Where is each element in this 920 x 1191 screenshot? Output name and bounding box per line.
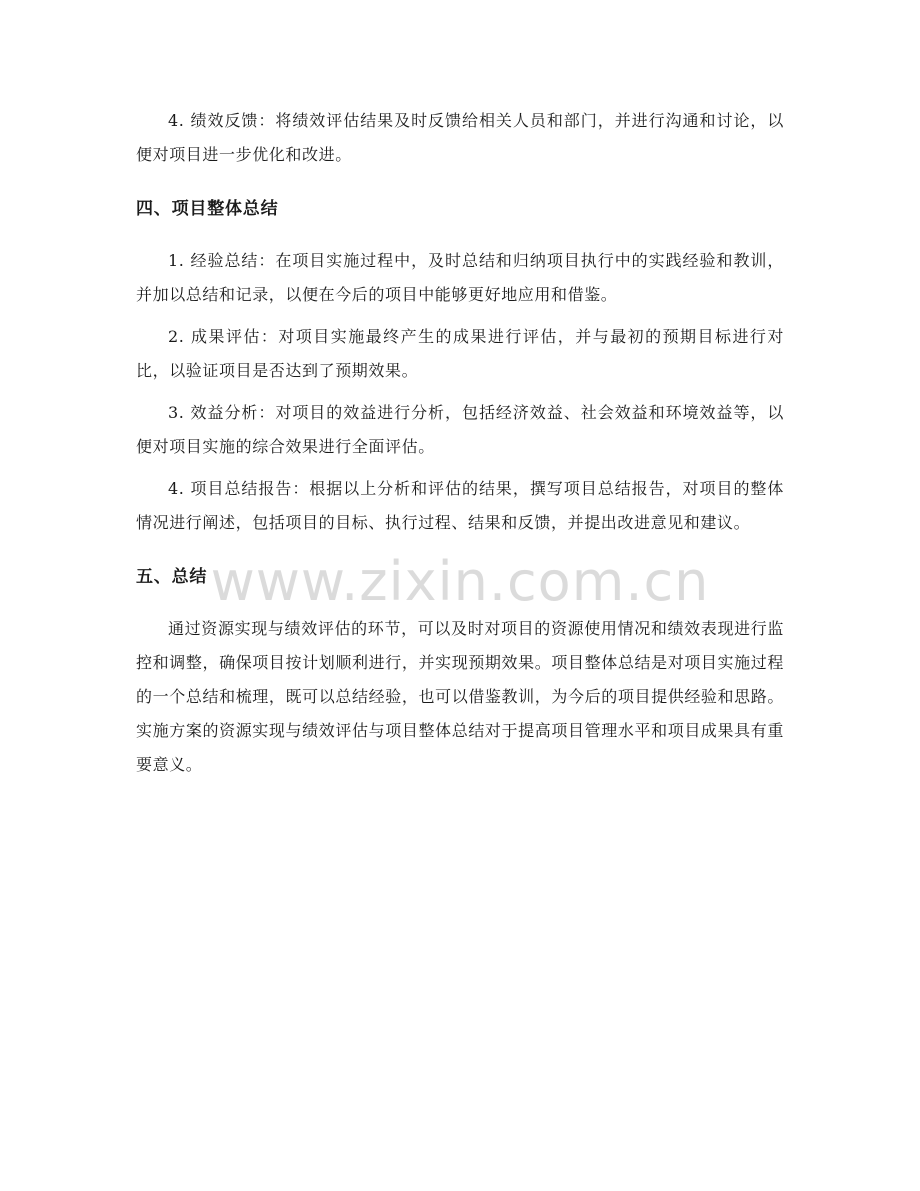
paragraph-results-evaluation: 2. 成果评估：对项目实施最终产生的成果进行评估，并与最初的预期目标进行对比，以验证项目是否达到了预期效果。	[136, 327, 784, 380]
paragraph-performance-feedback: 4. 绩效反馈：将绩效评估结果及时反馈给相关人员和部门，并进行沟通和讨论，以便对项目进一步优化和改进。	[136, 111, 784, 164]
paragraph-summary-report: 4. 项目总结报告：根据以上分析和评估的结果，撰写项目总结报告，对项目的整体情况进行阐述，包括项目的目标、执行过程、结果和反馈，并提出改进意见和建议。	[136, 479, 784, 532]
section-heading-overall-summary: 四、项目整体总结	[136, 199, 279, 219]
section-heading-conclusion: 五、总结	[136, 567, 208, 587]
paragraph-experience-summary: 1. 经验总结：在项目实施过程中，及时总结和归纳项目执行中的实践经验和教训，并加以总结和记录，以便在今后的项目中能够更好地应用和借鉴。	[136, 251, 784, 304]
watermark: www.zixin.com.cn	[210, 550, 710, 613]
document-body	[136, 104, 784, 782]
paragraph-conclusion: 通过资源实现与绩效评估的环节，可以及时对项目的资源使用情况和绩效表现进行监控和调整，确保项目按计划顺利进行，并实现预期效果。项目整体总结是对项目实施过程的一个总结和梳理，既可以总结经验，也可以借鉴教训，为今后的项目提供经验和思路。实施方案的资源实现与绩效评估与项目整体总结对于提高项目管理水平和项目成果具有重要意义。	[136, 619, 784, 774]
paragraph-benefit-analysis: 3. 效益分析：对项目的效益进行分析，包括经济效益、社会效益和环境效益等，以便对项目实施的综合效果进行全面评估。	[136, 403, 784, 456]
